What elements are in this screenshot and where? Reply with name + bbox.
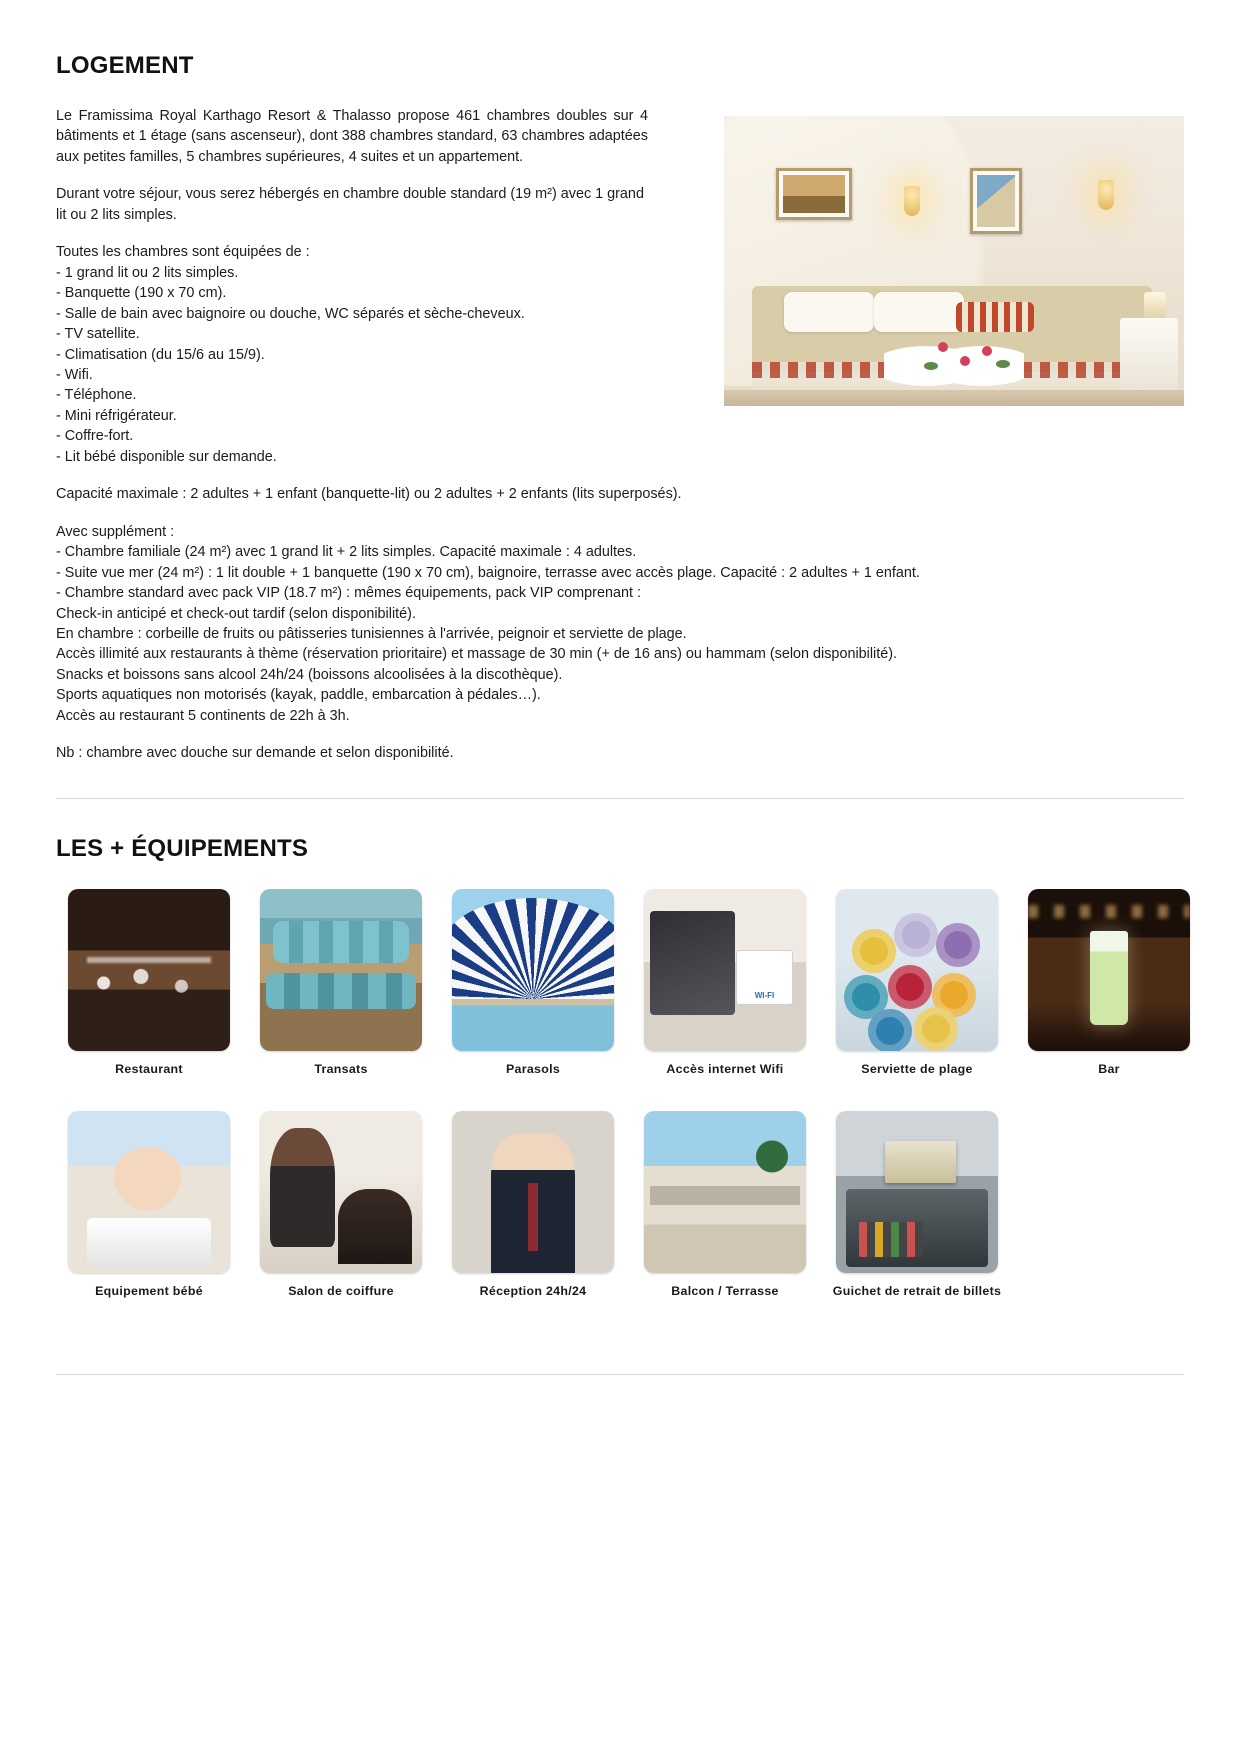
hair-salon-thumb-icon <box>260 1111 422 1273</box>
lodging-supplement-item: - Chambre familiale (24 m²) avec 1 grand lit + 2 lits simples. Capacité maximale : 4 adultes. <box>56 544 637 561</box>
lodging-supplement-item: Check-in anticipé et check-out tardif (selon disponibilité). <box>56 605 416 622</box>
equipment-label: Transats <box>314 1061 368 1076</box>
towel-roll <box>936 923 980 967</box>
picture-frame-icon <box>776 168 852 220</box>
restaurant-thumb-icon <box>68 889 230 1051</box>
flower-petal <box>938 342 948 352</box>
lodging-supplement-item: En chambre : corbeille de fruits ou pâtisseries tunisiennes à l'arrivée, peignoir et serviette de plage. <box>56 625 687 642</box>
equipment-item <box>256 1111 426 1318</box>
room-equipment-item: - Mini réfrigérateur. <box>56 407 177 424</box>
room-equipment-block <box>56 242 656 467</box>
nightstand <box>1120 318 1178 396</box>
bar-thumb-icon <box>1028 889 1190 1051</box>
equipments-title: LES + ÉQUIPEMENTS <box>56 834 309 862</box>
lodging-supplement-item: Sports aquatiques non motorisés (kayak, paddle, embarcation à pédales…). <box>56 687 541 704</box>
room-equipment-item: - Salle de bain avec baignoire ou douche, WC séparés et sèche-cheveux. <box>56 305 525 322</box>
room-equipment-item: - TV satellite. <box>56 326 140 343</box>
room-photo <box>724 116 1184 406</box>
room-equipment-item: - Banquette (190 x 70 cm). <box>56 285 227 302</box>
room-equipment-item: - 1 grand lit ou 2 lits simples. <box>56 264 239 281</box>
towel-roll <box>894 913 938 957</box>
equipment-label: Equipement bébé <box>95 1284 203 1299</box>
equipment-item <box>448 889 618 1096</box>
atm-keypad <box>859 1222 924 1258</box>
room-equipment-item: - Téléphone. <box>56 387 137 404</box>
room-equipment-item: - Climatisation (du 15/6 au 15/9). <box>56 346 265 363</box>
equipment-label: Serviette de plage <box>861 1061 973 1076</box>
baby-equipment-thumb-icon <box>68 1111 230 1273</box>
atm-thumb-icon <box>836 1111 998 1273</box>
lodging-supplement-item: Snacks et boissons sans alcool 24h/24 (boissons alcoolisées à la discothèque). <box>56 666 563 683</box>
flower-petal <box>960 356 970 366</box>
section-divider <box>56 798 1184 799</box>
room-floor <box>724 390 1184 406</box>
towel-roll <box>868 1009 912 1051</box>
equipment-label: Salon de coiffure <box>288 1284 394 1299</box>
equipment-item <box>640 889 810 1096</box>
lodging-supplement-item: - Chambre standard avec pack VIP (18.7 m²) : mêmes équipements, pack VIP comprenant : <box>56 585 641 602</box>
equipments-section <box>56 835 1184 1318</box>
decorative-cushion <box>956 302 1034 332</box>
lodging-supplement-heading: Avec supplément : <box>56 523 175 540</box>
equipment-label: Restaurant <box>115 1061 183 1076</box>
lodging-stay-paragraph: Durant votre séjour, vous serez hébergés en chambre double standard (19 m²) avec 1 grand lit ou 2 lits simples. <box>56 186 644 223</box>
wall-lamp-icon <box>1098 180 1114 210</box>
room-equipment-item: - Wifi. <box>56 366 93 383</box>
picture-frame-icon <box>970 168 1022 234</box>
wall-lamp-icon <box>904 186 920 216</box>
equipments-grid-row-1 <box>64 889 1184 1096</box>
wifi-thumb-icon <box>644 889 806 1051</box>
equipment-item <box>64 1111 234 1318</box>
pillow <box>874 292 964 332</box>
equipment-label: Accès internet Wifi <box>666 1061 784 1076</box>
page-title: LOGEMENT <box>56 52 194 79</box>
flower-leaf <box>996 360 1010 368</box>
towel-roll <box>914 1007 958 1051</box>
lodging-supplement-item: - Suite vue mer (24 m²) : 1 lit double + 1 banquette (190 x 70 cm), baignoire, terrasse avec accès plage. Capacité : 2 adultes + 1 enfant. <box>56 564 920 581</box>
equipment-label: Balcon / Terrasse <box>671 1284 779 1299</box>
lodging-note-paragraph: Nb : chambre avec douche sur demande et selon disponibilité. <box>56 745 454 762</box>
lodging-supplement-item: Accès illimité aux restaurants à thème (réservation prioritaire) et massage de 30 min (+ de 16 ans) ou hammam (selon disponibilité). <box>56 646 898 663</box>
equipment-item <box>256 889 426 1096</box>
equipment-item <box>64 889 234 1096</box>
room-equipment-item: - Lit bébé disponible sur demande. <box>56 448 277 465</box>
reception-thumb-icon <box>452 1111 614 1273</box>
towel-roll <box>852 929 896 973</box>
equipment-label: Parasols <box>505 1061 561 1076</box>
lodging-capacity-paragraph: Capacité maximale : 2 adultes + 1 enfant (banquette-lit) ou 2 adultes + 2 enfants (lits superposés). <box>56 486 682 503</box>
equipment-label: Guichet de retrait de billets <box>832 1284 1002 1299</box>
towel-roll <box>888 965 932 1009</box>
transats-thumb-icon <box>260 889 422 1051</box>
flower-petal <box>982 346 992 356</box>
table-lamp-icon <box>1144 292 1166 318</box>
parasols-thumb-icon <box>452 889 614 1051</box>
room-equipment-item: - Coffre-fort. <box>56 428 134 445</box>
bottom-divider <box>56 1374 1184 1375</box>
pillow <box>784 292 874 332</box>
room-equipment-heading: Toutes les chambres sont équipées de : <box>56 244 310 261</box>
equipment-item <box>832 1111 1002 1318</box>
equipment-label: Bar <box>1098 1061 1120 1076</box>
lodging-supplement-item: Accès au restaurant 5 continents de 22h à 3h. <box>56 707 350 724</box>
lodging-block <box>56 106 1184 764</box>
equipment-item <box>1024 889 1194 1096</box>
equipment-item <box>832 889 1002 1096</box>
equipment-item <box>448 1111 618 1318</box>
equipment-label: Réception 24h/24 <box>479 1284 587 1299</box>
equipments-grid-row-2 <box>64 1111 1184 1318</box>
equipment-item <box>640 1111 810 1318</box>
balcony-thumb-icon <box>644 1111 806 1273</box>
lodging-supplement-block <box>56 522 956 727</box>
flower-leaf <box>924 362 938 370</box>
beach-towel-thumb-icon <box>836 889 998 1051</box>
lodging-intro-paragraph: Le Framissima Royal Karthago Resort & Thalasso propose 461 chambres doubles sur 4 bâtiments et 1 étage (sans ascenseur), dont 388 chambres standard, 63 chambres adaptées aux petites familles, 5 chambres supérieures, 4 suites et un appartement. <box>56 108 648 165</box>
lodging-text <box>56 106 920 764</box>
